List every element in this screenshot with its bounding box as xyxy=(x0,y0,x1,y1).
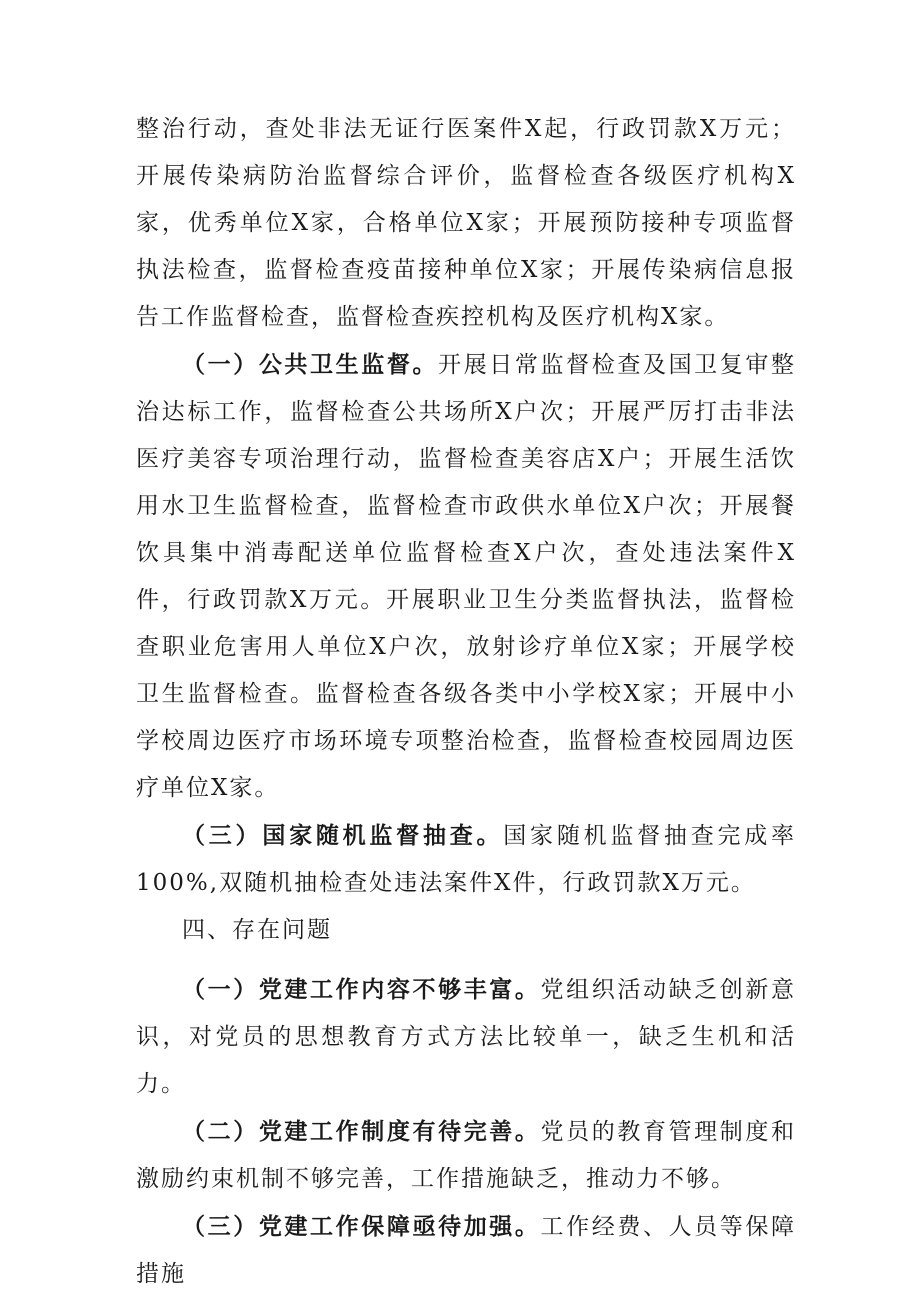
paragraph-issue-system xyxy=(136,1108,796,1203)
paragraph-lead: （三）党建工作保障亟待加强。 xyxy=(182,1213,541,1240)
paragraph-continuation xyxy=(136,106,796,341)
paragraph-lead: （一）公共卫生监督。 xyxy=(182,351,439,378)
paragraph-public-health-supervision xyxy=(136,341,796,812)
paragraph-text: 工作经费、人员等保障措施 xyxy=(136,1214,797,1287)
paragraph-lead: （一）党建工作内容不够丰富。 xyxy=(182,976,541,1003)
paragraph-text: 党员的教育管理制度和激励约束机制不够完善，工作措施缺乏，推动力不够。 xyxy=(136,1119,797,1192)
document-body xyxy=(136,106,796,1298)
section-heading-issues: 四、存在问题 xyxy=(182,917,332,943)
paragraph-text: 党组织活动缺乏创新意识，对党员的思想教育方式方法比较单一，缺乏生机和活力。 xyxy=(136,977,797,1097)
paragraph-text: 整治行动，查处非法无证行医案件X起，行政罚款X万元；开展传染病防治监督综合评价，监督检查各级医疗机构X家，优秀单位X家，合格单位X家；开展预防接种专项监督执法检查，监督检查疫苗接种单位X家；开展传染病信息报告工作监督检查，监督检查疾控机构及医疗机构X家。 xyxy=(136,116,796,330)
paragraph-text: 开展日常监督检查及国卫复审整治达标工作，监督检查公共场所X户次；开展严厉打击非法医疗美容专项治理行动，监督检查美容店X户；开展生活饮用水卫生监督检查，监督检查市政供水单位X户次；开展餐饮具集中消毒配送单位监督检查X户次，查处违法案件X件，行政罚款X万元。开展职业卫生分类监督执法，监督检查职业危害用人单位X户次，放射诊疗单位X家；开展学校卫生监督检查。监督检查各级各类中小学校X家；开展中小学校周边医疗市场环境专项整治检查，监督检查校园周边医疗单位X家。 xyxy=(136,352,797,801)
paragraph-lead: （三）国家随机监督抽查。 xyxy=(182,822,504,849)
spacer xyxy=(136,954,796,966)
paragraph-random-inspection xyxy=(136,812,796,907)
paragraph-issue-content xyxy=(136,966,796,1108)
paragraph-text: 国家随机监督抽查完成率100%,双随机抽检查处违法案件X件，行政罚款X万元。 xyxy=(136,823,797,896)
paragraph-issue-guarantee xyxy=(136,1203,796,1298)
paragraph-lead: （二）党建工作制度有待完善。 xyxy=(182,1118,541,1145)
